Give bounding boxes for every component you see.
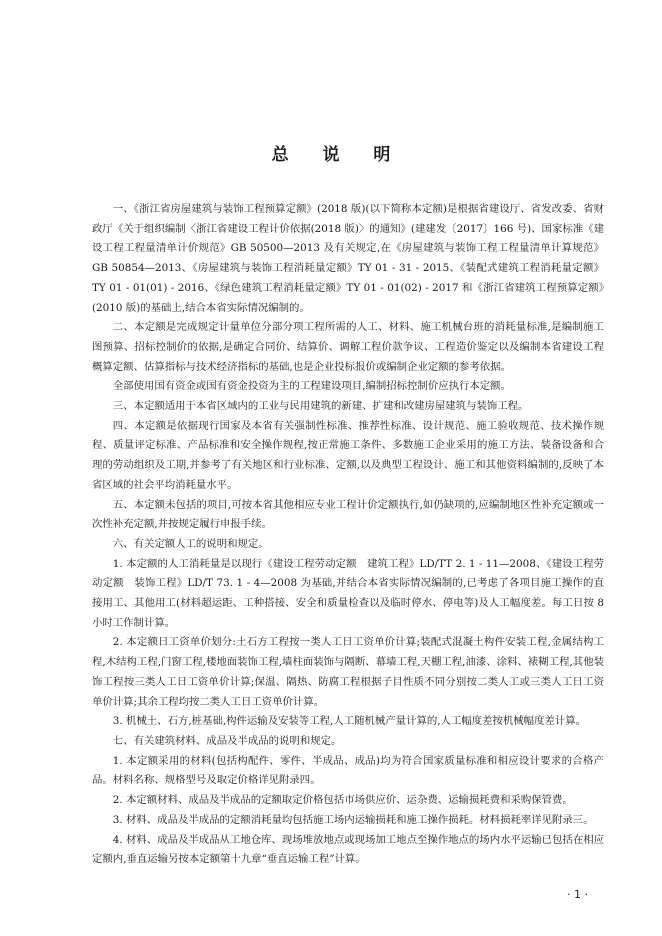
- paragraph: 1. 本定额采用的材料(包括构配件、零件、半成品、成品)均为符合国家质量标准和相应设计要求的合格产品。材料名称、规格型号及取定价格详见附录四。: [92, 754, 604, 787]
- paragraph: 2. 本定额材料、成品及半成品的定额取定价格包括市场供应价、运杂费、运输损耗费和采购保管费。: [112, 794, 573, 807]
- paragraph: 4. 材料、成品及半成品从工地仓库、现场堆放地点或现场加工地点至操作地点的场内水平运输已包括在相应定额内,垂直运输另按本定额第十九章“垂直运输工程”计算。: [92, 833, 604, 866]
- page-number: · 1 ·: [567, 888, 588, 901]
- paragraph: 三、本定额适用于本省区域内的工业与民用建筑的新建、扩建和改建房屋建筑与装饰工程。: [112, 400, 529, 413]
- paragraph: 五、本定额未包括的项目,可按本省其他相应专业工程计价定额执行,如仍缺项的,应编制地区性补充定额或一次性补充定额,并按规定履行申报手续。: [92, 498, 604, 531]
- paragraph: 一、《浙江省房屋建筑与装饰工程预算定额》(2018 版)(以下简称本定额)是根据省建设厅、省发改委、省财政厅《关于组织编制〈浙江省建设工程计价依据(2018 版)〉的通知》(建建发〔2017〕166 号)、国家标准《建设工程工程量清单计价规范》GB 50500—2013 及有关规定,在《房屋建筑与装饰工程工程量清单计算规范》GB 50854—2013、《房屋建筑与装饰工程消耗量定额》TY 01 - 31 - 2015、《装配式建筑工程消耗量定额》TY 01 - 01(01) - 2016、《绿色建筑工程消耗量定额》TY 01 - 01(02) - 2017 和《浙江省建筑工程预算定额》(2010 版)的基础上,结合本省实际情况编制的。: [92, 203, 604, 314]
- paragraph: 全部使用国有资金或国有资金投资为主的工程建设项目,编制招标控制价应执行本定额。: [112, 380, 511, 393]
- paragraph: 2. 本定额日工资单价划分:土石方工程按一类人工日工资单价计算;装配式混凝土构件安装工程,金属结构工程,木结构工程,门窗工程,楼地面装饰工程,墙柱面装饰与隔断、幕墙工程,天棚工程,油漆、涂料、裱糊工程,其他装饰工程按三类人工日工资单价计算;保温、隔热、防腐工程根据子目性质不同分别按二类人工或三类人工日工资单价计算;其余工程均按二类人工日工资单价计算。: [92, 636, 604, 708]
- paragraph: 六、有关定额人工的说明和规定。: [112, 537, 269, 550]
- paragraph: 二、本定额是完成规定计量单位分部分项工程所需的人工、材料、施工机械台班的消耗量标准,是编制施工图预算、招标控制价的依据,是确定合同价、结算价、调解工程价款争议、工程造价鉴定以及编制本省建设工程概算定额、估算指标与技术经济指标的基础,也是企业投标报价或编制企业定额的参考依据。: [92, 321, 604, 373]
- paragraph: 3. 材料、成品及半成品的定额消耗量均包括施工场内运输损耗和施工操作损耗。材料损耗率详见附录三。: [112, 813, 594, 826]
- page-title: 总 说 明: [271, 145, 405, 165]
- paragraph: 七、有关建筑材料、成品及半成品的说明和规定。: [112, 734, 342, 747]
- body-text: [92, 200, 604, 870]
- paragraph: 3. 机械土、石方,桩基础,构件运输及安装等工程,人工随机械产量计算的,人工幅度差按机械幅度差计算。: [112, 715, 587, 728]
- paragraph: 四、本定额是依据现行国家及本省有关强制性标准、推荐性标准、设计规范、施工验收规范、技术操作规程、质量评定标准、产品标准和安全操作规程,按正常施工条件、多数施工企业采用的施工方法、装备设备和合理的劳动组织及工期,并参考了有关地区和行业标准、定额,以及典型工程设计、施工和其他资料编制的,反映了本省区域的社会平均消耗量水平。: [92, 419, 604, 491]
- paragraph: 1. 本定额的人工消耗量是以现行《建设工程劳动定额 建筑工程》LD/TT 2. 1 - 11—2008、《建设工程劳动定额 装饰工程》LD/T 73. 1 - 4—2008 为基础,并结合本省实际情况编制的,已考虑了各项目施工操作的直接用工、其他用工(材料超运距、工种搭接、安全和质量检查以及临时停水、停电等)及人工幅度差。每工日按 8 小时工作制计算。: [92, 557, 604, 629]
